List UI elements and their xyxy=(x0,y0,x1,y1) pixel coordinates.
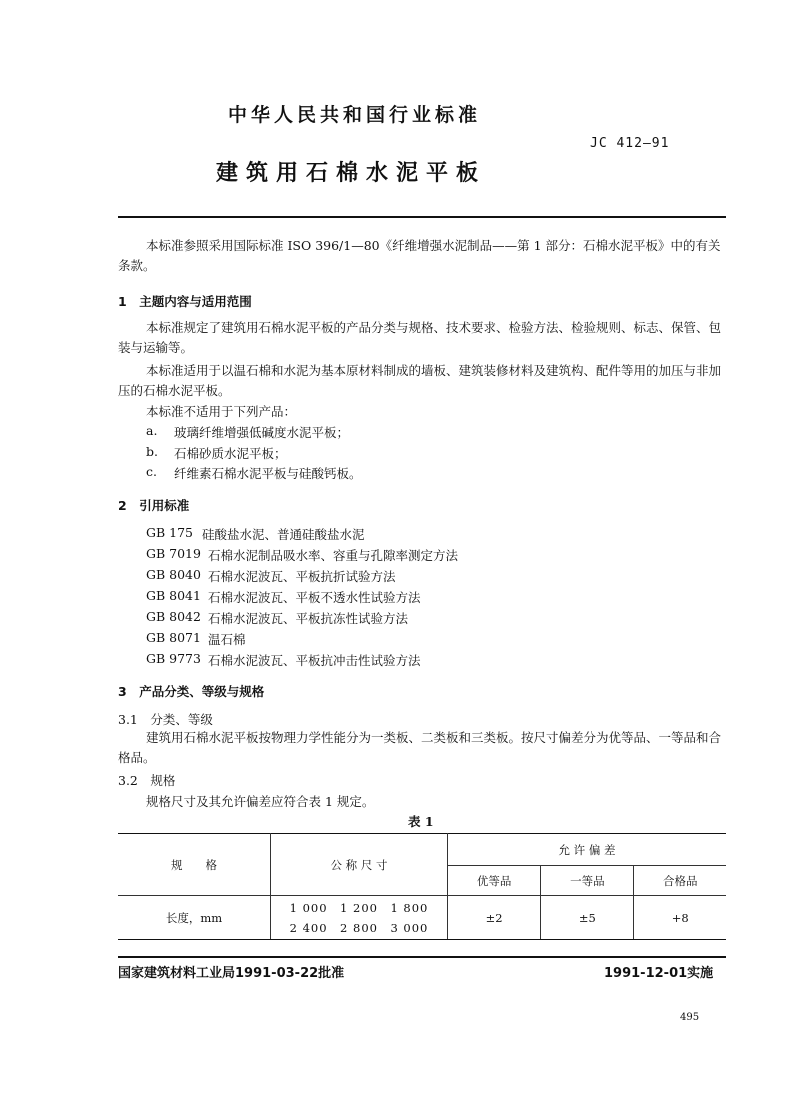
reference-title: 石棉水泥波瓦、平板抗冻性试验方法 xyxy=(208,611,409,626)
list-item: 玻璃纤维增强低碱度水泥平板； xyxy=(174,425,350,440)
reference-code: GB 7019 xyxy=(146,546,201,561)
list-item: 石棉砂质水泥平板； xyxy=(174,446,287,461)
section-3-2-paragraph: 规格尺寸及其允许偏差应符合表 1 规定。 xyxy=(146,794,375,809)
section-3-1-heading: 3.1 分类、等级 xyxy=(118,712,213,727)
table-header-nominal: 公 称 尺 寸 xyxy=(271,834,448,896)
footer-divider xyxy=(118,956,726,958)
reference-code: GB 8041 xyxy=(146,588,201,603)
section-3-heading: 3 产品分类、等级与规格 xyxy=(118,684,265,699)
organization-title: 中华人民共和国行业标准 xyxy=(228,104,482,126)
reference-code: GB 8040 xyxy=(146,567,201,582)
reference-title: 石棉水泥波瓦、平板抗折试验方法 xyxy=(208,569,396,584)
list-item: 纤维素石棉水泥平板与硅酸钙板。 xyxy=(174,466,362,481)
section-3-1-paragraph: 建筑用石棉水泥平板按物理力学性能分为一类板、二类板和三类板。按尺寸偏差分为优等品、一等品和合格品。 xyxy=(118,730,722,765)
section-3-2-heading: 3.2 规格 xyxy=(118,773,176,788)
reference-code: GB 8042 xyxy=(146,609,201,624)
reference-title: 石棉水泥波瓦、平板不透水性试验方法 xyxy=(208,590,421,605)
table-header-grade: 合格品 xyxy=(634,866,726,896)
table-cell-spec: 长度，mm xyxy=(118,896,271,940)
page-number: 495 xyxy=(680,1012,700,1023)
section-2-heading: 2 引用标准 xyxy=(118,498,190,513)
list-item-label: c. xyxy=(146,464,157,479)
document-title: 建筑用石棉水泥平板 xyxy=(216,161,487,186)
section-1-paragraph-3: 本标准不适用于下列产品： xyxy=(146,404,297,419)
approval-statement: 国家建筑材料工业局1991-03-22批准 xyxy=(118,966,345,981)
reference-code: GB 175 xyxy=(146,525,194,540)
tolerance-table xyxy=(118,833,726,940)
reference-title: 硅酸盐水泥、普通硅酸盐水泥 xyxy=(202,527,365,542)
list-item-label: b. xyxy=(146,444,158,459)
table-header-spec: 规 格 xyxy=(118,834,271,896)
reference-code: GB 9773 xyxy=(146,651,201,666)
section-1-paragraph-1: 本标准规定了建筑用石棉水泥平板的产品分类与规格、技术要求、检验方法、检验规则、标志、保管、包装与运输等。 xyxy=(118,320,722,355)
table-header-grade: 一等品 xyxy=(541,866,634,896)
nominal-sizes-line-2: 2 400 2 800 3 000 xyxy=(289,920,429,935)
intro-paragraph: 本标准参照采用国际标准 ISO 396/1—80《纤维增强水泥制品——第 1 部分：石棉水泥平板》中的有关条款。 xyxy=(118,238,721,273)
list-item-label: a. xyxy=(146,423,158,438)
section-1-heading: 1 主题内容与适用范围 xyxy=(118,294,252,309)
table-cell-tolerance: ±2 xyxy=(448,896,541,940)
reference-title: 石棉水泥波瓦、平板抗冲击性试验方法 xyxy=(208,653,421,668)
reference-title: 温石棉 xyxy=(208,632,246,647)
table-cell-nominal xyxy=(271,896,448,940)
reference-title: 石棉水泥制品吸水率、容重与孔隙率测定方法 xyxy=(208,548,459,563)
table-cell-tolerance: ±5 xyxy=(541,896,634,940)
implementation-date: 1991-12-01实施 xyxy=(604,966,714,981)
table-row xyxy=(118,896,726,940)
table-header-grade: 优等品 xyxy=(448,866,541,896)
table-caption: 表 1 xyxy=(408,814,434,829)
section-1-paragraph-2: 本标准适用于以温石棉和水泥为基本原材料制成的墙板、建筑装修材料及建筑构、配件等用的加压与非加压的石棉水泥平板。 xyxy=(118,363,722,398)
standard-code: JC 412—91 xyxy=(590,136,670,151)
nominal-sizes-line-1: 1 000 1 200 1 800 xyxy=(289,900,429,915)
header-divider xyxy=(118,216,726,218)
table-header-tolerance: 允 许 偏 差 xyxy=(448,834,727,866)
table-cell-tolerance: +8 xyxy=(634,896,726,940)
reference-code: GB 8071 xyxy=(146,630,201,645)
